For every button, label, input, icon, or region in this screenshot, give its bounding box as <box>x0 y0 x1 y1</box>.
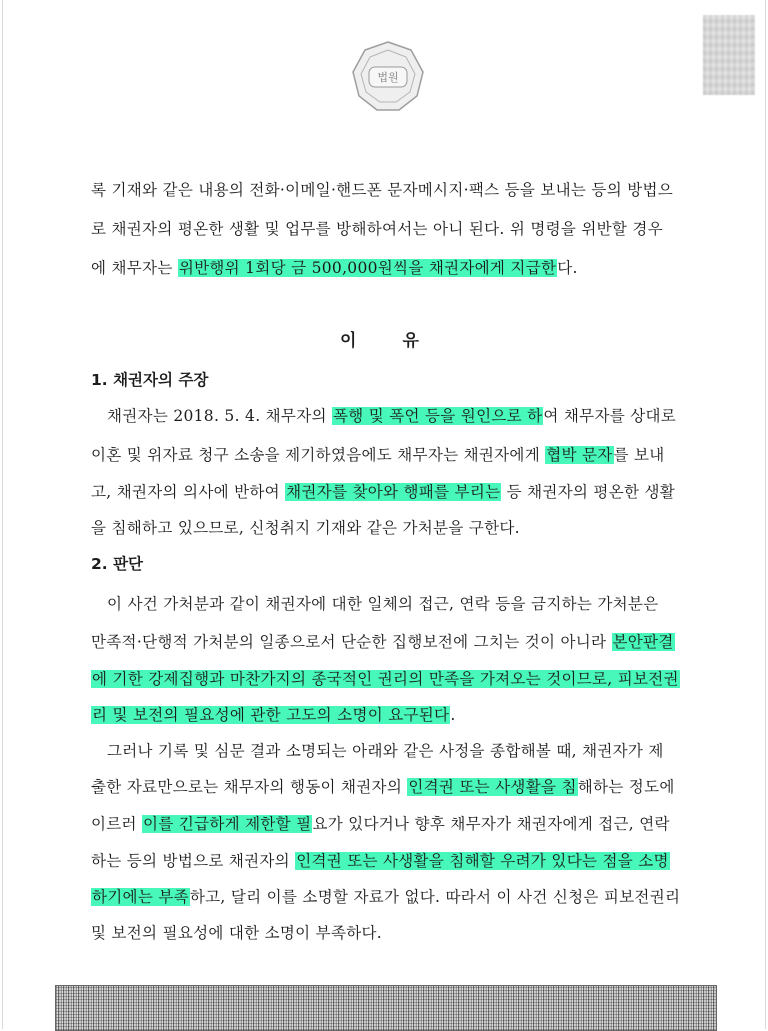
text-line: 하기에는 부족하고, 달리 이를 소명할 자료가 없다. 따라서 이 사건 신청은 피보전권리 <box>92 888 681 906</box>
text-line: 고, 채권자의 의사에 반하여 채권자를 찾아와 행패를 부리는 등 채권자의 평온한 생활 <box>91 483 676 501</box>
text-line: 출한 자료만으로는 채무자의 행동이 채권자의 인격권 또는 사생활을 침해하는 정도에 <box>91 778 675 796</box>
text-line: 을 침해하고 있으므로, 신청취지 기재와 같은 가처분을 구한다. <box>91 519 520 537</box>
text-line: 로 채권자의 평온한 생활 및 업무를 방해하여서는 아니 된다. 위 명령을 위반할 경우 <box>91 220 663 238</box>
highlight: 하기에는 부족 <box>92 888 189 906</box>
court-seal-icon <box>351 40 425 112</box>
section-title: 2. 판단 <box>91 555 144 573</box>
page-frame <box>2 0 766 1029</box>
redacted-footer <box>55 985 717 1031</box>
text-line: 록 기재와 같은 내용의 전화·이메일·핸드폰 문자메시지·팩스 등을 보내는 등의 방법으 <box>91 181 674 199</box>
section-heading: 이 유 <box>340 331 419 351</box>
highlight: 본안판결 <box>612 633 674 651</box>
text-line: 하는 등의 방법으로 채권자의 인격권 또는 사생활을 침해할 우려가 있다는 점을 소명 <box>91 852 669 870</box>
text-line: 이혼 및 위자료 청구 소송을 제기하였음에도 채무자는 채권자에게 협박 문자를 보내 <box>91 446 665 464</box>
highlight: 폭행 및 폭언 등을 원인으로 하 <box>332 407 543 425</box>
section-title: 1. 채권자의 주장 <box>91 371 209 389</box>
text-line: 이르러 이를 긴급하게 제한할 필요가 있다거나 향후 채무자가 채권자에게 접근, 연락 <box>91 815 670 833</box>
highlight: 위반행위 1회당 금 500,000원씩을 채권자에게 지급한 <box>178 259 557 277</box>
text-line: 및 보전의 필요성에 대한 소명이 부족하다. <box>91 924 383 942</box>
highlight: 채권자를 찾아와 행패를 부리는 <box>286 483 501 501</box>
text-line: 채권자는 2018. 5. 4. 채무자의 폭행 및 폭언 등을 원인으로 하여 채무자를 상대로 <box>107 407 677 425</box>
redacted-corner <box>703 15 755 95</box>
text-line: 에 채무자는 위반행위 1회당 금 500,000원씩을 채권자에게 지급한다. <box>91 259 578 277</box>
text-line: 그러나 기록 및 심문 결과 소명되는 아래와 같은 사정을 종합해볼 때, 채권자가 제 <box>107 742 664 760</box>
highlight: 이를 긴급하게 제한할 필 <box>143 815 312 833</box>
text-line <box>91 667 680 689</box>
highlight: 인격권 또는 사생활을 침 <box>408 778 577 796</box>
seal-label: 법원 <box>377 71 399 84</box>
highlight: 협박 문자 <box>546 446 613 464</box>
highlight: 에 기한 강제집행과 마찬가지의 종국적인 권리의 만족을 가져오는 것이므로, 피보전권 <box>92 670 679 688</box>
highlight: 인격권 또는 사생활을 침해할 우려가 있다는 점을 소명 <box>296 852 669 870</box>
text-line: 만족적·단행적 가처분의 일종으로서 단순한 집행보전에 그치는 것이 아니라 본안판결 <box>91 633 674 651</box>
text-line: 리 및 보전의 필요성에 관한 고도의 소명이 요구된다. <box>92 706 456 724</box>
text-line: 이 사건 가처분과 같이 채권자에 대한 일체의 접근, 연락 등을 금지하는 가처분은 <box>107 595 659 613</box>
highlight: 리 및 보전의 필요성에 관한 고도의 소명이 요구된다 <box>92 706 450 724</box>
